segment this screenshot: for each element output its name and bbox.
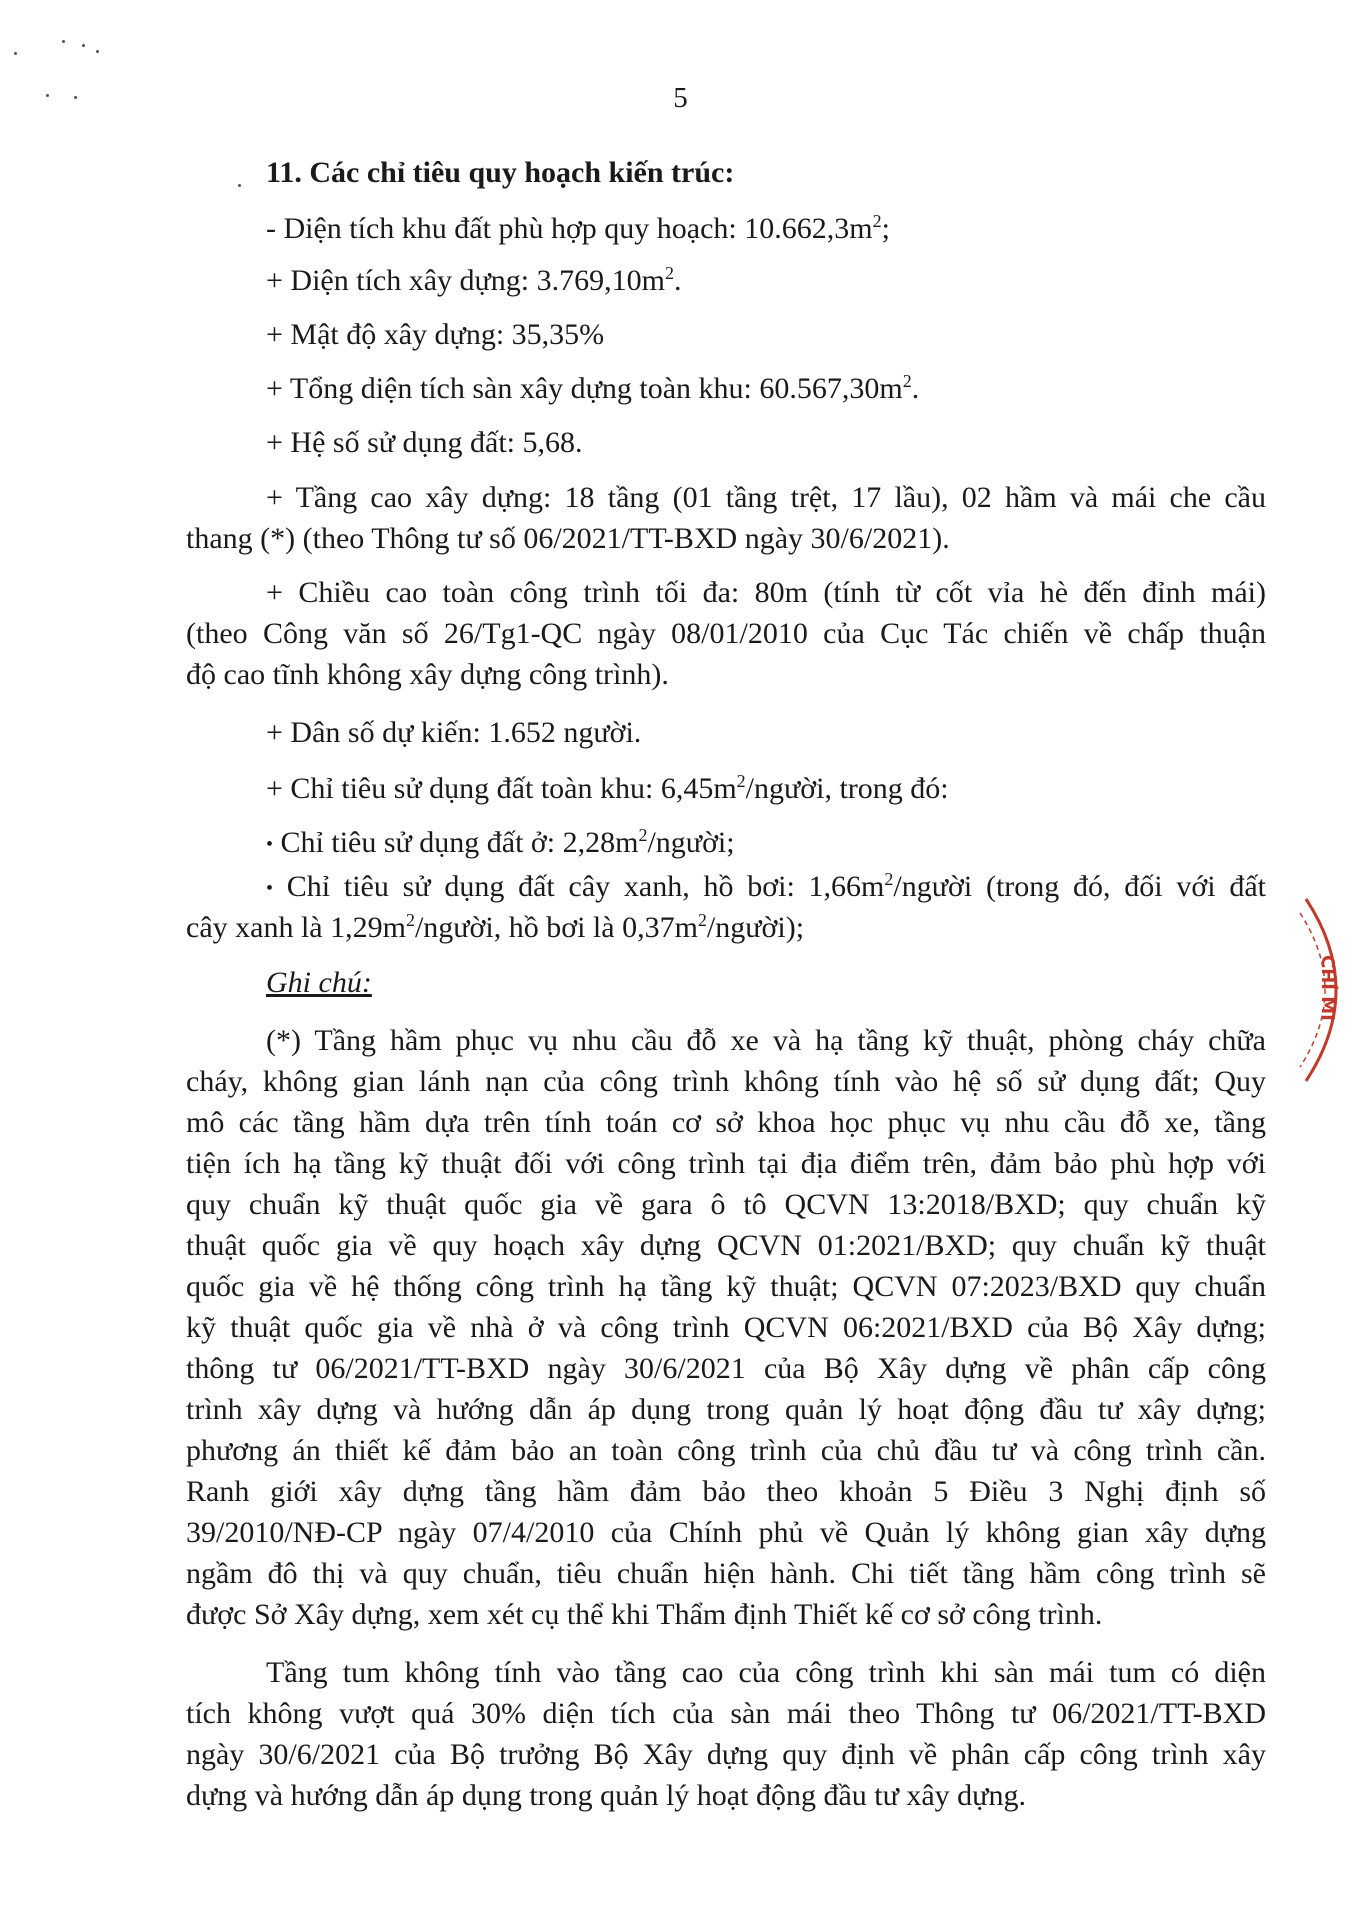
tum-line: dựng và hướng dẫn áp dụng trong quản lý hoạt động đầu tư xây dựng.	[186, 1779, 1026, 1812]
item-height-line: + Chiều cao toàn công trình tối đa: 80m (tính từ cốt vỉa hè đến đỉnh mái)	[266, 576, 1266, 609]
item-floors-line: + Tầng cao xây dựng: 18 tầng (01 tầng trệt, 17 lầu), 02 hầm và mái che cầu	[266, 481, 1266, 514]
item-land-use-coefficient: + Hệ số sử dụng đất: 5,68.	[266, 426, 583, 459]
scan-speck	[96, 50, 99, 53]
tum-line: ngày 30/6/2021 của Bộ trưởng Bộ Xây dựng quy định về phân cấp công trình xây	[186, 1738, 1266, 1771]
item-population: + Dân số dự kiến: 1.652 người.	[266, 716, 642, 749]
official-seal-stamp-icon	[1288, 895, 1358, 1085]
scan-speck	[238, 184, 241, 187]
note-line: mô các tầng hầm dựa trên tính toán cơ sở khoa học phục vụ nhu cầu đỗ xe, tầng	[186, 1106, 1266, 1139]
note-line: quốc gia về hệ thống công trình hạ tầng kỹ thuật; QCVN 07:2023/BXD quy chuẩn	[186, 1270, 1266, 1303]
item-density: + Mật độ xây dựng: 35,35%	[266, 318, 605, 351]
note-line: (*) Tầng hầm phục vụ nhu cầu đỗ xe và hạ tầng kỹ thuật, phòng cháy chữa	[266, 1024, 1266, 1057]
note-line: kỹ thuật quốc gia về nhà ở và công trình QCVN 06:2021/BXD của Bộ Xây dựng;	[186, 1311, 1266, 1344]
note-line: 39/2010/NĐ-CP ngày 07/4/2010 của Chính phủ về Quản lý không gian xây dựng	[186, 1516, 1266, 1549]
stamp-text: CHÍ MI	[1317, 955, 1338, 1021]
item-green-quota-line: cây xanh là $1,29m^2$/người, hồ bơi là $0,37m^2/người$);	[186, 910, 805, 944]
scan-speck	[62, 40, 65, 43]
tum-line: Tầng tum không tính vào tầng cao của công trình khi sàn mái tum có diện	[266, 1656, 1266, 1689]
note-line: được Sở Xây dựng, xem xét cụ thể khi Thẩm định Thiết kế cơ sở công trình.	[186, 1598, 1103, 1631]
item-total-floor-area: + Tổng diện tích sàn xây dựng toàn khu: $60.567,30m^2$.	[266, 371, 920, 405]
note-line: Ranh giới xây dựng tầng hầm đảm bảo theo khoản 5 Điều 3 Nghị định số	[186, 1475, 1266, 1508]
bullet-icon: •	[266, 833, 274, 856]
item-height-line: (theo Công văn số 26/Tg1-QC ngày 08/01/2010 của Cục Tác chiến về chấp thuận	[186, 617, 1266, 650]
note-line: thông tư 06/2021/TT-BXD ngày 30/6/2021 của Bộ Xây dựng về phân cấp công	[186, 1352, 1266, 1385]
note-line: trình xây dựng và hướng dẫn áp dụng trong quản lý hoạt động đầu tư xây dựng;	[186, 1393, 1266, 1426]
bullet-icon: •	[266, 877, 274, 900]
note-line: phương án thiết kế đảm bảo an toàn công trình của chủ đầu tư và công trình cần.	[186, 1434, 1266, 1467]
item-land-quota: + Chỉ tiêu sử dụng đất toàn khu: $6,45m^2$/người, trong đó:	[266, 771, 949, 805]
section-heading: 11. Các chỉ tiêu quy hoạch kiến trúc:	[266, 156, 735, 189]
scan-speck	[14, 52, 17, 55]
page-number: 5	[673, 82, 688, 114]
item-building-area: + Diện tích xây dựng: $3.769,10m^2$.	[266, 263, 682, 297]
note-line: thuật quốc gia về quy hoạch xây dựng QCVN 01:2021/BXD; quy chuẩn kỹ thuật	[186, 1229, 1266, 1262]
item-green-quota-line: • Chỉ tiêu sử dụng đất cây xanh, hồ bơi: $1,66m^2$/người (trong đó, đối với đất	[266, 869, 1267, 903]
scan-speck	[82, 44, 85, 47]
note-line: tiện ích hạ tầng kỹ thuật đối với công trình tại địa điểm trên, đảm bảo phù hợp với	[186, 1147, 1266, 1180]
item-floors-line: thang (*) (theo Thông tư số 06/2021/TT-BXD ngày 30/6/2021).	[186, 522, 950, 555]
item-residential-quota: • Chỉ tiêu sử dụng đất ở: $2,28m^2$/người;	[266, 825, 735, 859]
item-land-area: - Diện tích khu đất phù hợp quy hoạch: $10.662,3m^2$;	[266, 211, 890, 245]
note-line: cháy, không gian lánh nạn của công trình không tính vào hệ số sử dụng đất; Quy	[186, 1065, 1266, 1098]
tum-line: tích không vượt quá 30% diện tích của sàn mái theo Thông tư 06/2021/TT-BXD	[186, 1697, 1266, 1730]
note-line: quy chuẩn kỹ thuật quốc gia về gara ô tô QCVN 13:2018/BXD; quy chuẩn kỹ	[186, 1188, 1266, 1221]
item-height-line: độ cao tĩnh không xây dựng công trình).	[186, 658, 669, 691]
note-line: ngầm đô thị và quy chuẩn, tiêu chuẩn hiện hành. Chi tiết tầng hầm công trình sẽ	[186, 1557, 1266, 1590]
note-heading: Ghi chú:	[266, 966, 372, 999]
